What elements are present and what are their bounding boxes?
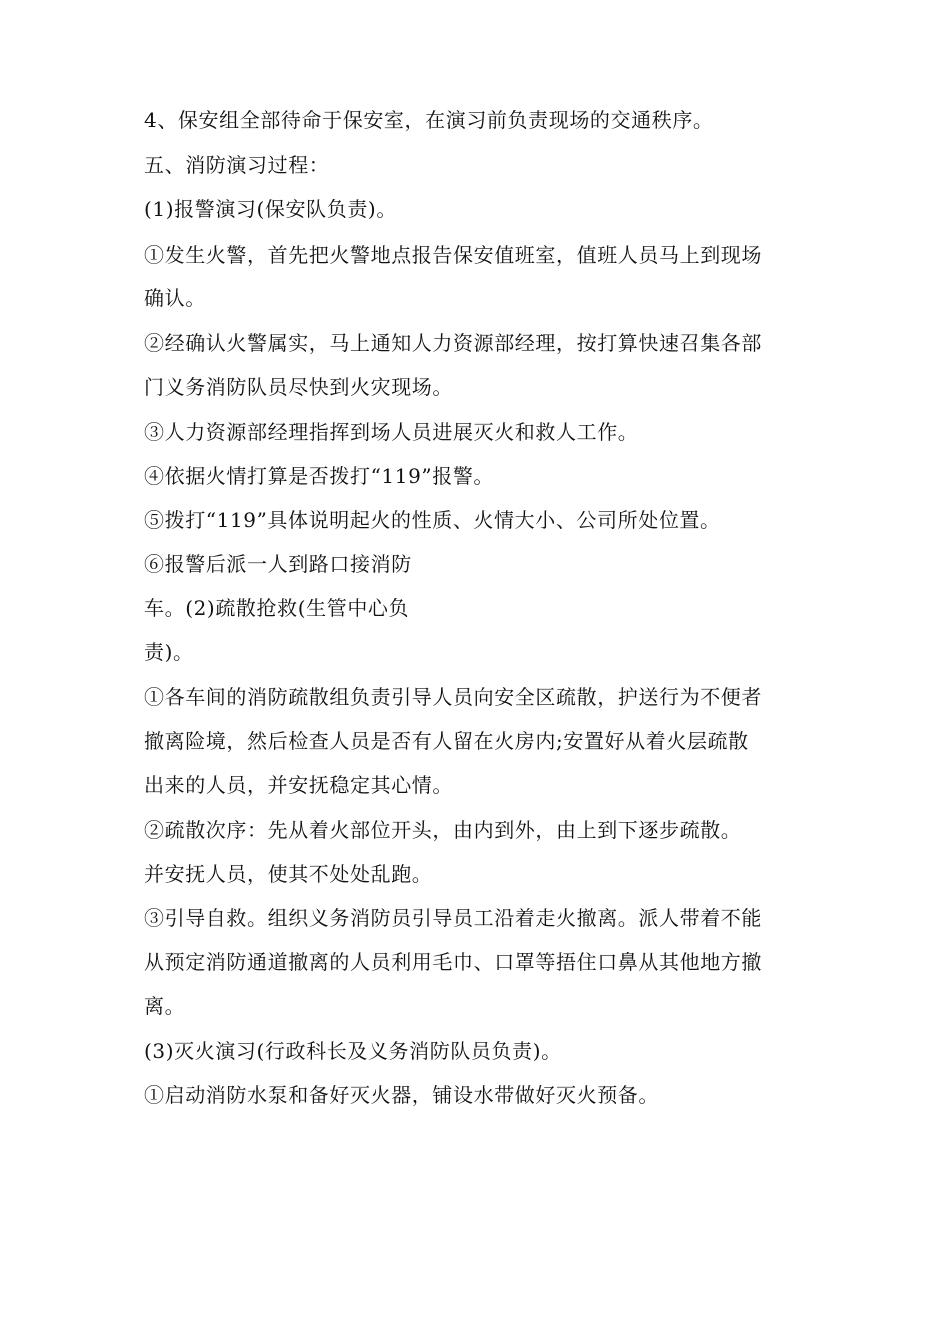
text-line-13: 责)。 — [144, 640, 194, 664]
text-line-6: ②经确认火警属实，马上通知人力资源部经理，按打算快速召集各部 — [144, 331, 762, 355]
text-line-19: ③引导自救。组织义务消防员引导员工沿着走火撤离。派人带着不能 — [144, 906, 762, 930]
text-line-18: 并安抚人员，使其不处处乱跑。 — [144, 862, 433, 886]
text-line-16: 出来的人员，并安抚稳定其心情。 — [144, 773, 453, 797]
subsection-heading-1: (1)报警演习(保安队负责)。 — [144, 197, 397, 221]
text-line-14: ①各车间的消防疏散组负责引导人员向安全区疏散，护送行为不便者 — [144, 685, 762, 709]
text-line-15: 撤离险境，然后检查人员是否有人留在火房内;安置好从着火层疏散 — [144, 729, 749, 753]
text-line-5: 确认。 — [144, 286, 206, 310]
text-line-20: 从预定消防通道撤离的人员利用毛巾、口罩等捂住口鼻从其他地方撤 — [144, 950, 762, 974]
text-line-12: 车。(2)疏散抢救(生管中心负 — [144, 596, 410, 620]
text-line-23: ①启动消防水泵和备好灭火器，铺设水带做好灭火预备。 — [144, 1083, 659, 1107]
text-line-9: ④依据火情打算是否拨打“119”报警。 — [144, 464, 495, 488]
text-line-8: ③人力资源部经理指挥到场人员进展灭火和救人工作。 — [144, 420, 639, 444]
text-line-11: ⑥报警后派一人到路口接消防 — [144, 552, 412, 576]
text-line-7: 门义务消防队员尽快到火灾现场。 — [144, 375, 453, 399]
text-line-17: ②疏散次序：先从着火部位开头，由内到外，由上到下逐步疏散。 — [144, 818, 742, 842]
text-line-4: ①发生火警，首先把火警地点报告保安值班室，值班人员马上到现场 — [144, 243, 762, 267]
text-line-1: 4、保安组全部待命于保安室，在演习前负责现场的交通秩序。 — [144, 108, 714, 132]
text-line-21: 离。 — [144, 994, 186, 1018]
subsection-heading-3: (3)灭火演习(行政科长及义务消防队员负责)。 — [144, 1039, 562, 1063]
text-line-10: ⑤拨打“119”具体说明起火的性质、火情大小、公司所处位置。 — [144, 508, 721, 532]
section-heading-5: 五、消防演习过程： — [144, 153, 330, 177]
